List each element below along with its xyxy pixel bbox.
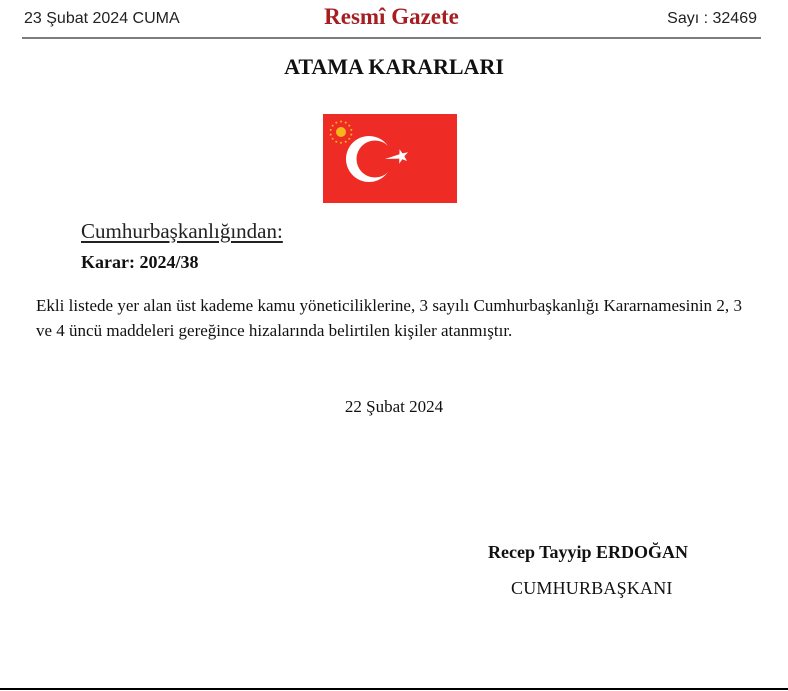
document-title: ATAMA KARARLARI (284, 54, 504, 79)
presidential-flag-icon (323, 114, 457, 203)
signer-title: CUMHURBAŞKANI (511, 578, 673, 598)
header-divider (22, 37, 761, 39)
signer-name: Recep Tayyip ERDOĞAN (488, 542, 689, 562)
gazette-title: Resmî Gazete (324, 4, 459, 29)
decree-date: 22 Şubat 2024 (344, 397, 444, 416)
decree-body: Ekli listede yer alan üst kademe kamu yöneticiliklerine, 3 sayılı Cumhurbaşkanlığı Kararnamesinin 2, 3 ve 4 üncü maddeleri gereğince hizalarında belirtilen kişiler atanmıştır. (36, 296, 742, 340)
issue-date: 23 Şubat 2024 CUMA (24, 10, 180, 27)
gazette-header (22, 0, 761, 38)
footer-divider (0, 688, 788, 690)
issuing-authority: Cumhurbaşkanlığından: (81, 219, 283, 243)
decision-number: Karar: 2024/38 (81, 252, 199, 272)
issue-number: Sayı : 32469 (667, 10, 757, 27)
